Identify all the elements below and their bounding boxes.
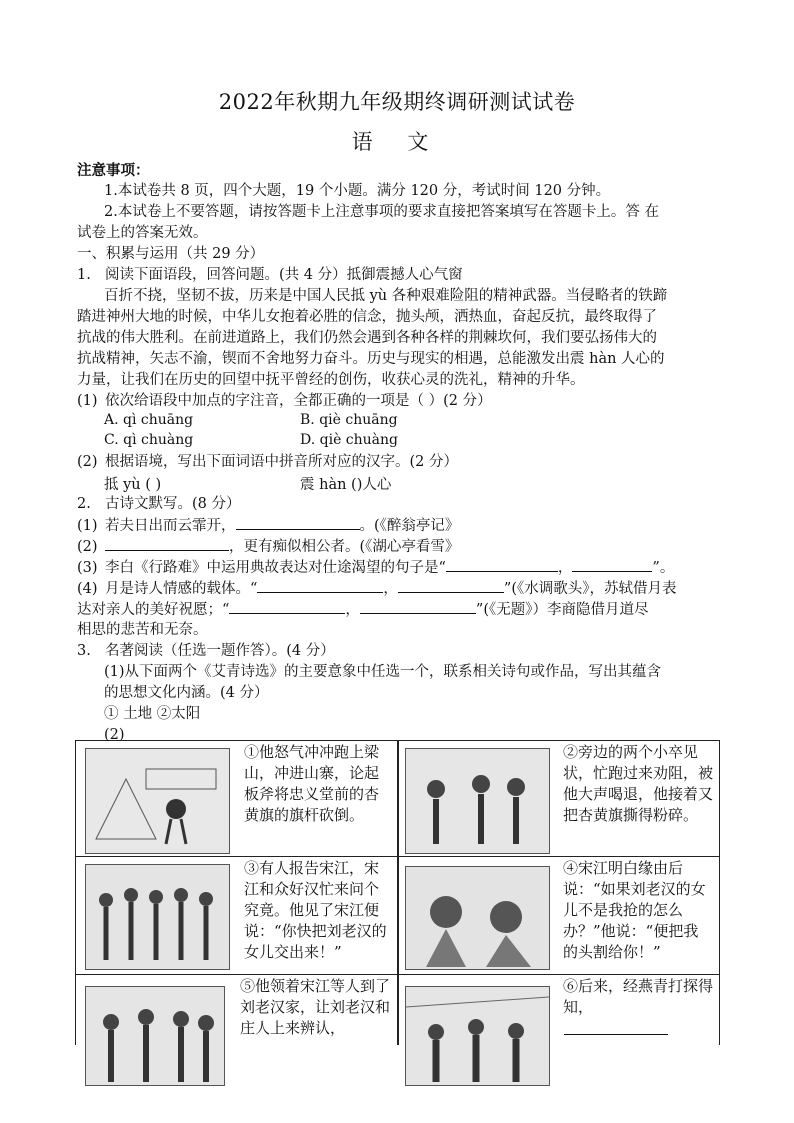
q2-l4-mid: ，	[383, 581, 398, 597]
q3-sub1-cont: 的思想文化内涵。(4 分）	[104, 685, 269, 701]
q1-passage-line: 力量，让我们在历史的回望中抚平曾经的创伤，收获心灵的洗礼，精神的升华。	[77, 372, 585, 388]
q1-passage-line: 踏进神州大地的时候，中华儿女抱着必胜的信念，抛头颅，洒热血，奋起反抗，最终取得了	[77, 309, 657, 325]
q2-l3-post: ”。	[652, 560, 675, 576]
q2-l4-post: ”(《水调歌头》，苏轼借月表	[503, 581, 677, 597]
q2-l4b-post: ”(《无题》）李商隐借月道尽	[475, 602, 649, 618]
comic-illustration	[85, 986, 225, 1086]
comic-illustration	[405, 986, 550, 1086]
q1-option-a: A. qì chuāng	[104, 412, 194, 428]
q2-l1-post: 。(《醉翁亭记》	[359, 518, 460, 534]
q3-options: ① 土地 ②太阳	[104, 706, 201, 722]
exam-title: 2022年秋期九年级期终调研测试试卷	[218, 90, 576, 114]
answer-blank[interactable]	[398, 578, 504, 593]
q1-passage-line: 抗战精神，矢志不渝，锲而不舍地努力奋斗。历史与现实的相遇，总能激发出震 hàn 人心的	[77, 351, 665, 367]
answer-blank[interactable]	[257, 578, 383, 593]
comic-caption-1: ①他怒气冲冲跑上梁山，冲进山寨，论起板斧将忠义堂前的杏黄旗的旗杆砍倒。	[244, 743, 380, 824]
q2-line-4c: 相思的悲苦和无奈。	[77, 622, 208, 638]
q1-sub1	[77, 391, 719, 412]
q2-l4b-mid: ，	[345, 602, 360, 618]
q2-l3-pre: 李白《行路难》中运用典故表达对仕途渴望的句子是“	[105, 560, 446, 576]
comic-illustration	[85, 864, 230, 970]
q3-text: 名著阅读（任选一题作答）。(4 分）	[105, 643, 335, 659]
answer-blank[interactable]	[229, 599, 345, 614]
q2-text: 古诗文默写。(8 分）	[105, 496, 241, 512]
answer-blank[interactable]	[105, 536, 229, 551]
q1-sub1-text: 依次给语段中加点的字注音，全都正确的一项是（ ）(2 分）	[105, 393, 492, 409]
answer-blank[interactable]	[236, 515, 360, 530]
notice-heading: 注意事项：	[77, 162, 150, 179]
q2-l3-mid: ，	[557, 560, 573, 576]
q3-sub2: (2)	[104, 727, 125, 743]
q1-passage-line: 百折不挠，坚韧不拔，历来是中国人民抵 yù 各种艰难险阻的精神武器。当侵略者的铁蹄	[104, 288, 668, 304]
q2-l2-number: (2)	[77, 539, 98, 555]
comic-caption-3: ③有人报告宋江，宋江和众好汉忙来问个究竟。他见了宋江便说：“你快把刘老汉的女儿交出来！”	[244, 859, 387, 961]
q2-line-3	[77, 557, 719, 579]
q1-option-b: B. qiè chuāng	[300, 412, 398, 428]
comic-caption-2: ②旁边的两个小卒见状，忙跑过来劝阻，被他大声喝退，他接着又把杏黄旗撕得粉碎。	[563, 743, 714, 824]
q2-l4b-pre: 达对亲人的美好祝愿；“	[77, 602, 230, 618]
q2-l2-post: ，更有痴似相公者。(《湖心亭看雪》	[229, 539, 460, 555]
notice-item-2-cont: 试卷上的答案无效。	[77, 225, 208, 241]
comic-illustration	[405, 866, 550, 970]
q2-line-4	[77, 578, 719, 600]
answer-blank[interactable]	[360, 599, 476, 614]
q1-word-1: 抵 yù ( )	[104, 477, 162, 493]
comic-illustration	[405, 748, 550, 854]
notice-item-2: 2.本试卷上不要答题，请按答题卡上注意事项的要求直接把答案填写在答题卡上。答 在	[104, 204, 659, 220]
q3-number: 3.	[77, 643, 91, 659]
q2-line-1	[77, 515, 719, 537]
q2-l4-number: (4)	[77, 581, 98, 597]
answer-blank[interactable]	[564, 1034, 668, 1035]
answer-blank[interactable]	[446, 557, 558, 572]
exam-subject: 语 文	[351, 130, 443, 154]
q3-stem	[77, 641, 719, 662]
comic-caption-4: ④宋江明白缘由后说：“如果刘老汉的女儿不是我抢的怎么办？”他说：“便把我的头割给你！”	[563, 859, 706, 961]
q1-option-c: C. qì chuàng	[104, 432, 194, 448]
q1-sub1-number: (1)	[77, 393, 98, 409]
q2-l3-number: (3)	[77, 560, 98, 576]
answer-blank[interactable]	[572, 557, 652, 572]
q1-option-d: D. qiè chuàng	[300, 432, 398, 448]
q1-word-2: 震 hàn ()人心	[300, 477, 392, 493]
section-1-heading: 一、积累与运用（共 29 分）	[77, 246, 265, 262]
q2-l1-pre: 若夫日出而云霏开，	[105, 518, 236, 534]
q2-stem	[77, 494, 719, 515]
q3-sub1: (1)从下面两个《艾青诗选》的主要意象中任选一个，联系相关诗句或作品，写出其蕴含	[104, 664, 662, 680]
q1-stem	[77, 265, 719, 286]
q1-number: 1.	[77, 267, 91, 283]
q1-text: 阅读下面语段，回答问题。(共 4 分）抵御震撼人心气窗	[105, 267, 463, 283]
q1-passage-line: 抗战的伟大胜利。在前进道路上，我们仍然会遇到各种各样的荆棘坎何，我们要弘扬伟大的	[77, 330, 657, 346]
q2-line-2	[77, 536, 719, 558]
q1-sub2-number: (2)	[77, 454, 98, 470]
q2-line-4b	[77, 599, 719, 621]
q1-sub2-text: 根据语境，写出下面词语中拼音所对应的汉字。(2 分）	[105, 454, 458, 470]
q2-l1-number: (1)	[77, 518, 98, 534]
q1-sub2	[77, 452, 719, 473]
notice-item-1: 1.本试卷共 8 页，四个大题，19 个小题。满分 120 分，考试时间 120 分钟。	[104, 183, 611, 199]
q2-l4-pre: 月是诗人情感的载体。“	[105, 581, 258, 597]
comic-caption-5: ⑤他领着宋江等人到了刘老汉家，让刘老汉和庄人上来辨认，	[240, 977, 391, 1037]
comic-illustration	[85, 748, 230, 854]
comic-caption-6: ⑥后来，经燕青打探得知，	[563, 977, 714, 1016]
q2-number: 2.	[77, 496, 91, 512]
